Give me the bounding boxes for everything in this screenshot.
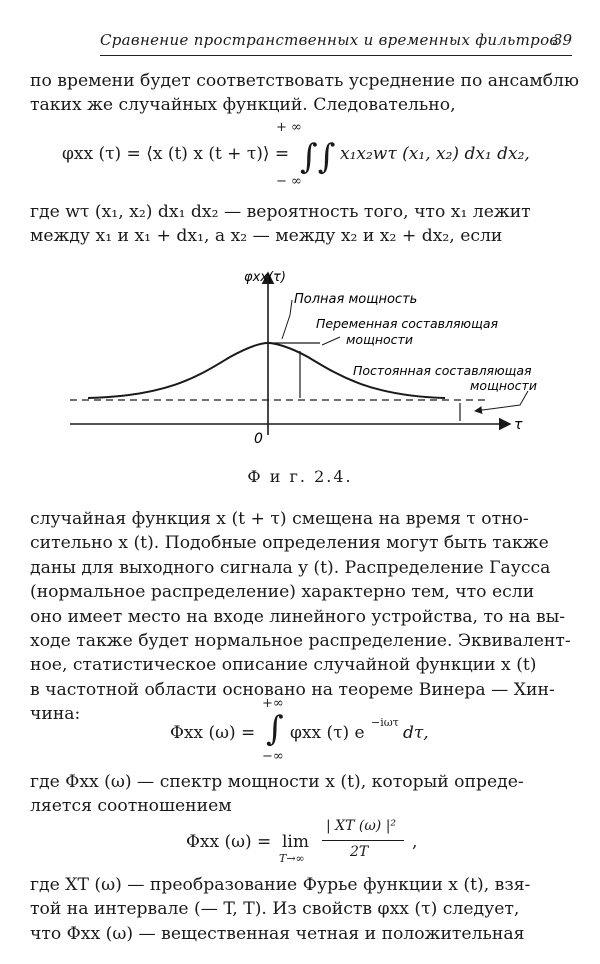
text-line: где XT (ω) — преобразование Фурье функции x (t), взя-	[30, 875, 531, 895]
text-line: где Φxx (ω) — спектр мощности x (t), который опреде-	[30, 772, 524, 792]
text-line: даны для выходного сигнала y (t). Распределение Гаусса	[30, 557, 551, 578]
eq3-lim: lim	[282, 832, 309, 852]
label-full-power: Полная мощность	[294, 292, 418, 307]
text-line: по времени будет соответствовать усреднение по ансамблю	[30, 71, 579, 91]
label-variable: Переменная составляющая	[316, 316, 499, 331]
integral-sign: ∫∫	[300, 137, 336, 177]
eq1-integrand: x₁x₂wτ (x₁, x₂) dx₁ dx₂,	[340, 144, 530, 164]
fraction-bar	[322, 840, 404, 841]
eq2-integrand: φxx (τ) e	[290, 723, 365, 743]
eq2-lower-limit: −∞	[262, 749, 284, 764]
paragraph-1	[30, 69, 578, 118]
integral-sign: ∫	[266, 709, 284, 749]
header-rule	[100, 55, 572, 56]
label-constant-2: мощности	[470, 378, 537, 393]
eq2-tail: dτ,	[403, 723, 429, 743]
paragraph-3	[30, 507, 578, 727]
text-line: между x₁ и x₁ + dx₁, а x₂ — между x₂ и x₂ + dx₂, если	[30, 226, 503, 247]
eq2-exponent: −iωτ	[371, 716, 399, 729]
leader-full-power	[282, 300, 292, 339]
label-variable-2: мощности	[346, 332, 413, 347]
running-header	[100, 31, 572, 53]
paragraph-2	[30, 200, 578, 249]
label-constant: Постоянная составляющая	[353, 363, 532, 378]
text-line: сительно x (t). Подобные определения могут быть также	[30, 533, 549, 554]
paragraph-4	[30, 770, 578, 819]
eq2-lhs: Φxx (ω) =	[170, 723, 256, 743]
eq3-tail: ,	[412, 832, 418, 852]
eq3-lim-subscript: T→∞	[279, 852, 305, 865]
paragraph-5	[30, 873, 578, 946]
text-line: где wτ (x₁, x₂) dx₁ dx₂ — вероятность того, что x₁ лежит	[30, 202, 531, 222]
text-line: той на интервале (— T, T). Из свойств φxx (τ) следует,	[30, 899, 520, 920]
eq3-lhs: Φxx (ω) =	[186, 832, 272, 852]
eq3-numerator: | XT (ω) |²	[326, 818, 397, 834]
origin-label: 0	[254, 431, 263, 447]
text-line: ходе также будет нормальное распределение. Эквивалент-	[30, 631, 571, 652]
text-line: ляется соотношением	[30, 796, 232, 817]
text-line: чина:	[30, 704, 81, 725]
y-axis-label: φxx(τ)	[244, 270, 286, 285]
eq2-upper-limit: +∞	[262, 696, 284, 711]
text-line: что Φxx (ω) — вещественная четная и положительная	[30, 923, 525, 944]
text-line: оно имеет место на входе линейного устройства, то на вы-	[30, 606, 566, 627]
text-line: таких же случайных функций. Следовательно,	[30, 95, 456, 116]
page-number: 39	[552, 31, 572, 49]
header-title: Сравнение пространственных и временных фильтров	[100, 31, 559, 49]
eq3-denominator: 2T	[350, 844, 369, 860]
eq1-upper-limit: + ∞	[276, 120, 302, 135]
eq1-lower-limit: − ∞	[276, 174, 302, 189]
leader-variable	[322, 337, 340, 345]
text-line: в частотной области основано на теореме Винера — Хин-	[30, 679, 555, 700]
text-line: ное, статистическое описание случайной функции x (t)	[30, 655, 537, 676]
leader-constant	[475, 391, 528, 411]
text-line: случайная функция x (t + τ) смещена на время τ отно-	[30, 509, 529, 529]
x-axis-label: τ	[514, 417, 523, 433]
figure-caption: Ф и г. 2.4.	[247, 467, 353, 486]
text-line: (нормальное распределение) характерно тем, что если	[30, 582, 535, 603]
figure-autocorrelation	[0, 255, 600, 460]
eq1-lhs: φxx (τ) = ⟨x (t) x (t + τ)⟩ =	[62, 144, 290, 164]
